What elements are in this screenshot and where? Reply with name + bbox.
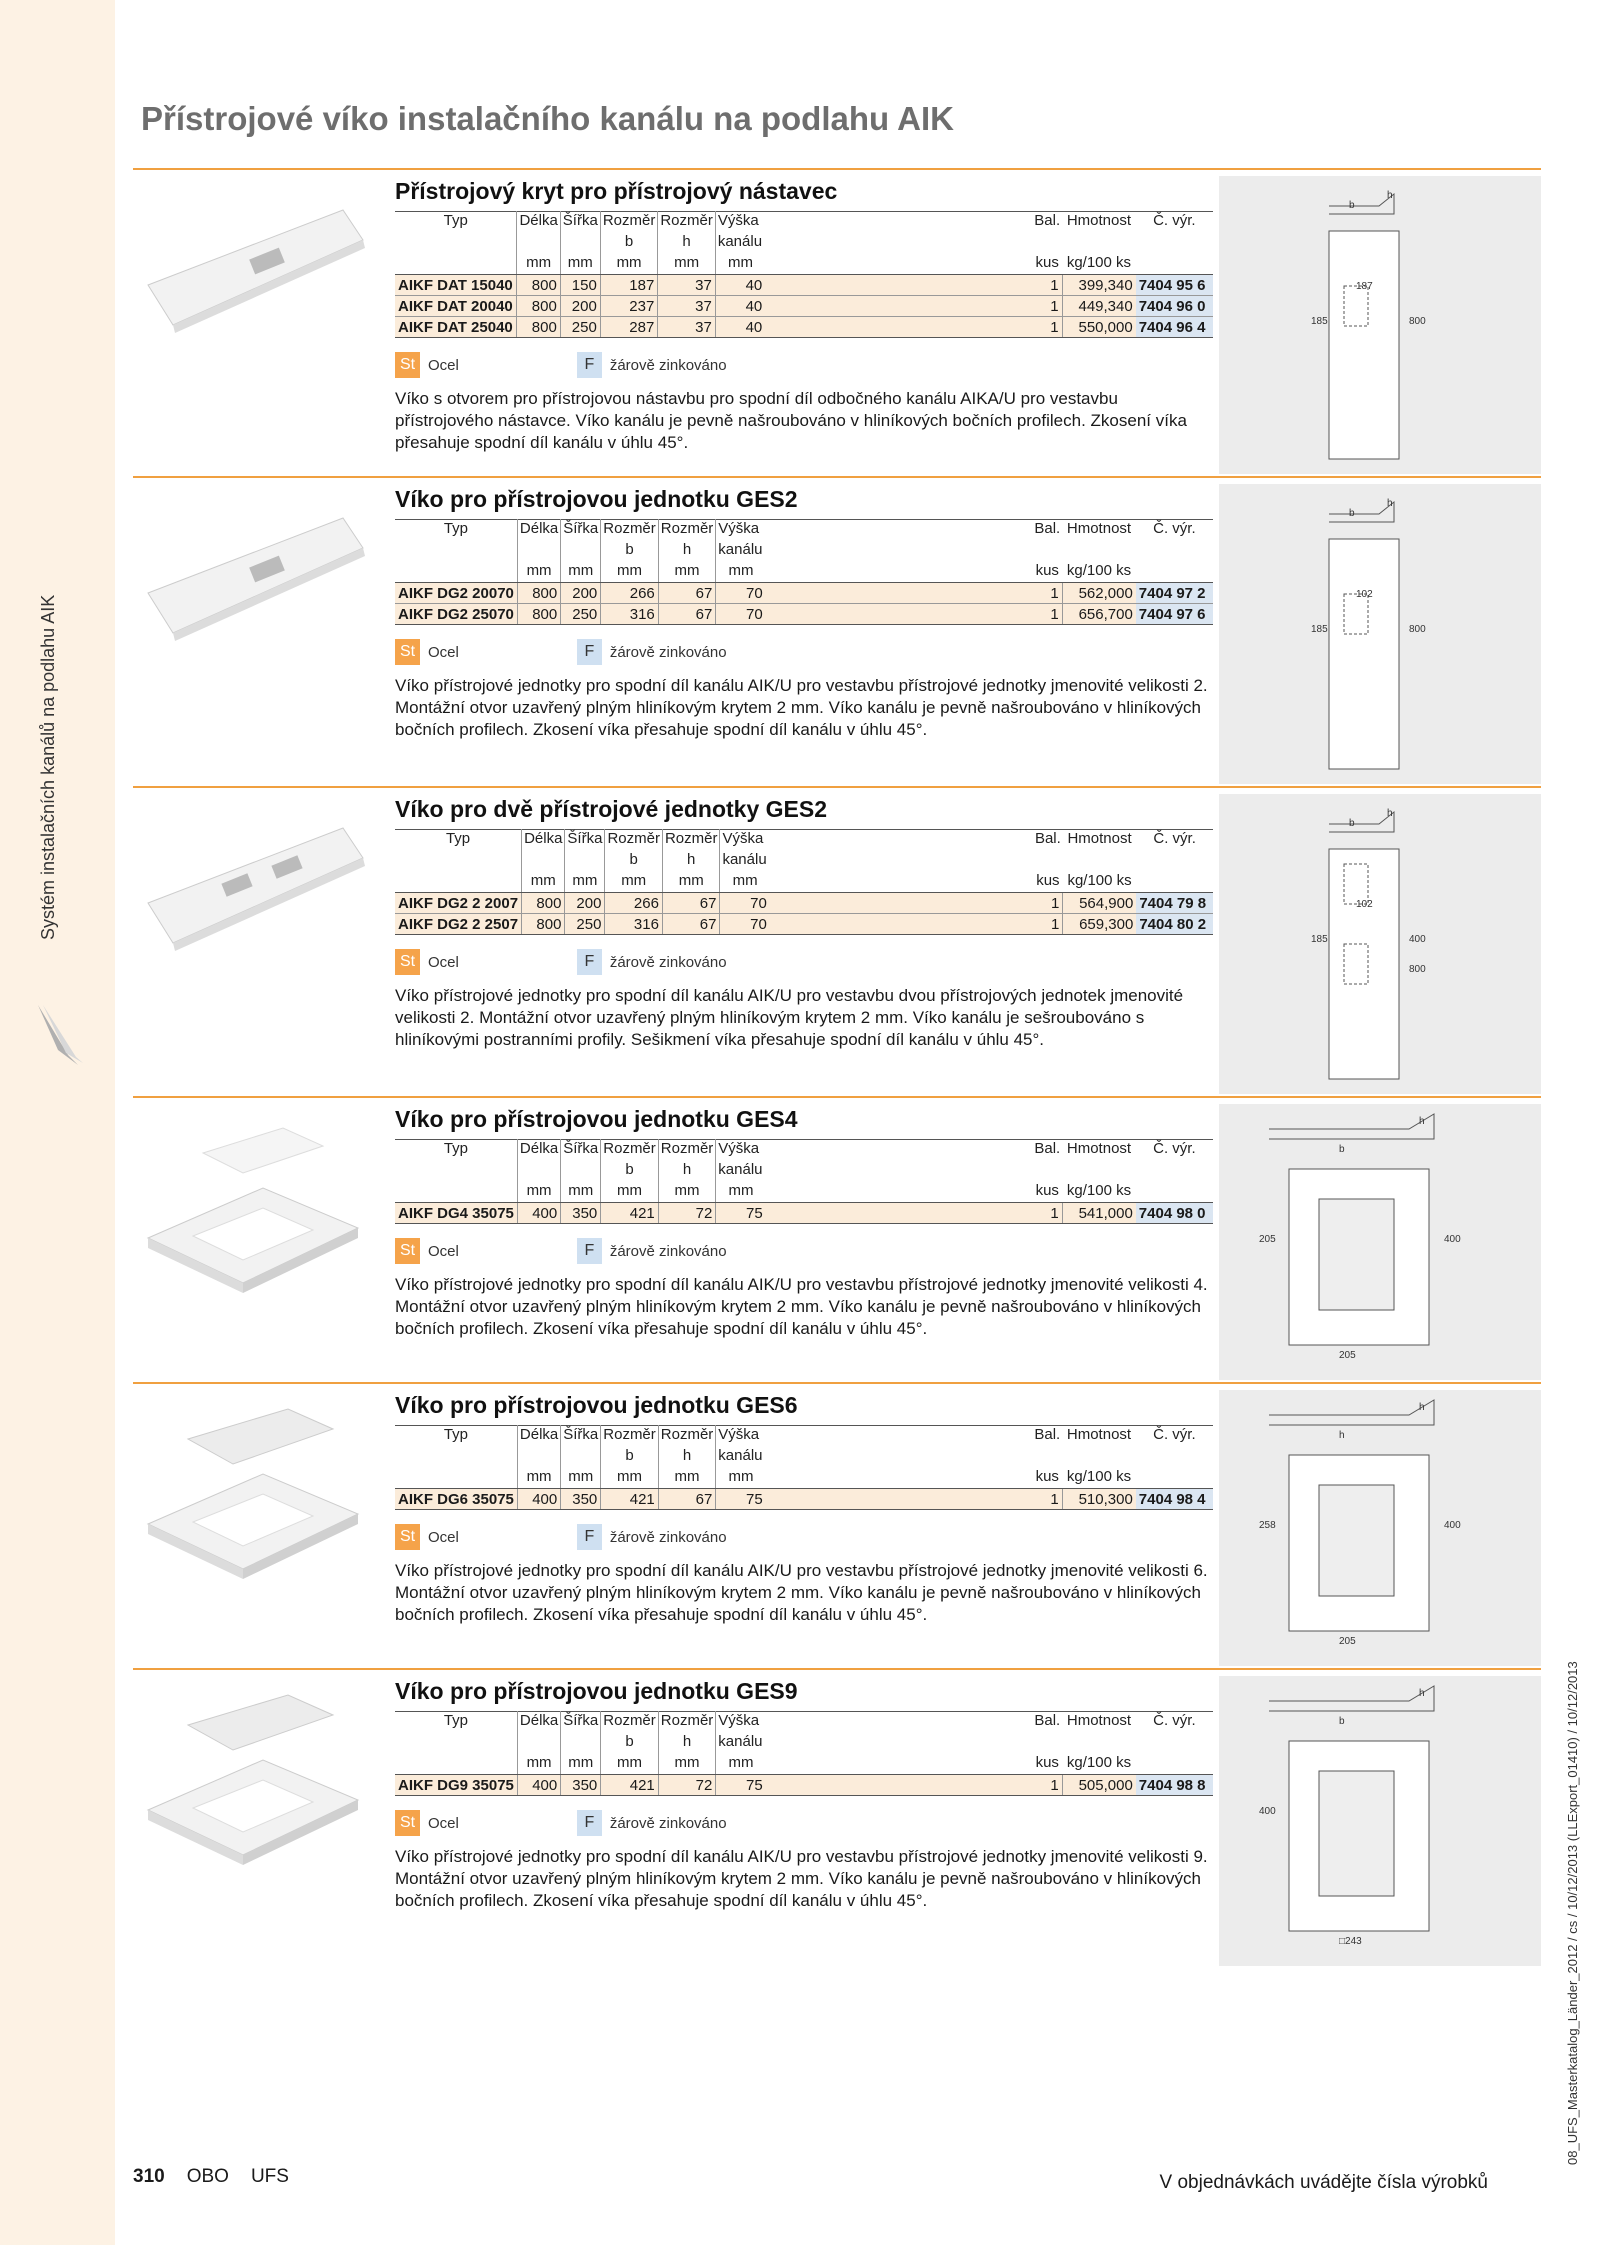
technical-drawing: [1219, 1676, 1541, 1966]
finish-label: žárově zinkováno: [609, 1528, 727, 1546]
drawing-label: h: [1419, 1688, 1425, 1699]
product-photo: [133, 808, 383, 1058]
product-photo: [133, 1118, 383, 1368]
drawing-label: 102: [1356, 899, 1373, 910]
drawing-label: 800: [1409, 964, 1426, 975]
drawing-label: h: [1419, 1116, 1425, 1127]
table-row: AIKF DG9 35075 400 350 421 72 75 1 505,000 7404 98 8: [395, 1775, 1213, 1796]
product-table: Typ Délka Šířka Rozměr Rozměr Výška Bal. Hmotnost Č. výr. b h kanálu mm mm mm mm mm kus kg/100 ks AIKF DG9 35075 400 350 421 72 75 1 505,000 7404 98 8: [395, 1711, 1213, 1796]
drawing-label: □243: [1339, 1936, 1362, 1947]
vertical-note: 08_UFS_Masterkatalog_Länder_2012 / cs / 10/12/2013 (LLExport_01410) / 10/12/2013: [1565, 1661, 1580, 2165]
product-photo: [133, 498, 383, 748]
col-typ: Typ: [445, 830, 471, 847]
drawing-label: 185: [1311, 316, 1328, 327]
series-label: UFS: [250, 2166, 289, 2187]
material-row: [395, 352, 1213, 378]
drawing-label: 205: [1259, 1234, 1276, 1245]
section-content: [395, 478, 1213, 741]
product-table: Typ Délka Šířka Rozměr Rozměr Výška Bal. Hmotnost Č. výr. b h kanálu mm mm mm mm mm kus kg/100 ks AIKF DG4 35075 400 350 421 72 75 1 541,000 7404 98 0: [395, 1139, 1213, 1224]
col-typ: Typ: [443, 212, 468, 229]
table-row: AIKF DG6 35075 400 350 421 67 75 1 510,300 7404 98 4: [395, 1489, 1213, 1510]
table-row: AIKF DG2 2 2007 800 200 266 67 70 1 564,900 7404 79 8: [395, 893, 1213, 914]
product-section: [133, 476, 1541, 786]
material-code-st: St: [395, 1810, 420, 1836]
footer-left: [133, 2166, 311, 2188]
technical-drawing: [1219, 794, 1541, 1094]
finish-code-f: F: [577, 1524, 602, 1550]
section-description: Víko přístrojové jednotky pro spodní díl kanálu AIK/U pro vestavbu přístrojové jednotky jmenovité velikosti 6. Montážní otvor uzavřený plným hliníkovým krytem 2 mm. Víko kanálu je pevně našroubováno v hliníkových bočních profilech. Zkosení víka přesahuje spodní díl kanálu v úhlu 45°.: [395, 1561, 1208, 1624]
finish-code-f: F: [577, 639, 602, 665]
drawing-label: 800: [1409, 624, 1426, 635]
section-description: Víko s otvorem pro přístrojovou nástavbu pro spodní díl odbočného kanálu AIKA/U pro vestavbu přístrojového nástavce. Víko kanálu je pevně našroubováno v hliníkových bočních profilech. Zkosení víka přesahuje spodní díl kanálu v úhlu 45°.: [395, 389, 1187, 452]
finish-code-f: F: [577, 1238, 602, 1264]
technical-drawing: [1219, 176, 1541, 474]
section-content: [395, 1670, 1213, 1912]
product-section: [133, 786, 1541, 1096]
side-title: Systém instalačních kanálů na podlahu AIK: [38, 594, 58, 940]
finish-label: žárově zinkováno: [609, 1242, 727, 1260]
header-row: Typ Délka Šířka Rozměr Rozměr Výška Bal. Hmotnost Č. výr.: [395, 520, 1213, 541]
section-title: Víko pro přístrojovou jednotku GES4: [395, 1106, 798, 1132]
finish-code-f: F: [577, 949, 602, 975]
material-label: Ocel: [428, 1528, 459, 1546]
drawing-label: b: [1339, 1716, 1345, 1727]
finish-code-f: F: [577, 352, 602, 378]
drawing-label: b: [1349, 508, 1355, 519]
material-label: Ocel: [428, 953, 459, 971]
col-typ: Typ: [443, 1140, 469, 1157]
drawing-label: h: [1387, 498, 1393, 509]
product-section: [133, 1382, 1541, 1668]
drawing-label: h: [1387, 808, 1393, 819]
page-title: Přístrojové víko instalačního kanálu na podlahu AIK: [141, 100, 954, 137]
material-label: Ocel: [428, 643, 459, 661]
table-row: AIKF DAT 20040 800 200 237 37 40 1 449,340 7404 96 0: [395, 296, 1213, 317]
technical-drawing: [1219, 1390, 1541, 1666]
finish-label: žárově zinkováno: [609, 1814, 727, 1832]
section-content: [395, 788, 1213, 1051]
material-row: [395, 1524, 1213, 1550]
drawing-label: b: [1339, 1144, 1345, 1155]
finish-label: žárově zinkováno: [609, 643, 727, 661]
brand-label: OBO: [186, 2166, 229, 2187]
material-row: [395, 1238, 1213, 1264]
swoosh-icon: [38, 1005, 88, 1065]
drawing-label: 205: [1339, 1350, 1356, 1361]
product-section: [133, 1096, 1541, 1382]
drawing-label: h: [1339, 1430, 1345, 1441]
col-typ: Typ: [443, 1712, 469, 1729]
material-code-st: St: [395, 352, 420, 378]
section-description: Víko přístrojové jednotky pro spodní díl kanálu AIK/U pro vestavbu přístrojové jednotky jmenovité velikosti 9. Montážní otvor uzavřený plným hliníkovým krytem 2 mm. Víko kanálu je pevně našroubováno v hliníkových bočních profilech. Zkosení víka přesahuje spodní díl kanálu v úhlu 45°.: [395, 1847, 1208, 1910]
finish-label: žárově zinkováno: [609, 356, 727, 374]
table-row: AIKF DG2 20070 800 200 266 67 70 1 562,000 7404 97 2: [395, 583, 1213, 604]
section-content: [395, 1098, 1213, 1340]
header-row: Typ Délka Šířka Rozměr Rozměr Výška Bal. Hmotnost Č. výr.: [395, 1140, 1213, 1161]
product-table: Typ Délka Šířka Rozměr Rozměr Výška Bal. Hmotnost Č. výr. b h kanálu mm mm mm mm mm kus kg/100 ks AIKF DG6 35075 400 350 421 67 75 1 510,300 7404 98 4: [395, 1425, 1213, 1510]
section-title: Víko pro přístrojovou jednotku GES6: [395, 1392, 798, 1418]
material-row: [395, 639, 1213, 665]
section-title: Víko pro přístrojovou jednotku GES2: [395, 486, 798, 512]
technical-drawing: [1219, 1104, 1541, 1380]
drawing-label: 800: [1409, 316, 1426, 327]
drawing-label: 400: [1444, 1234, 1461, 1245]
product-table: Typ Délka Šířka Rozměr Rozměr Výška Bal. Hmotnost Č. výr. b h kanálu mm mm mm mm mm kus kg/100 ks AIKF DG2 20070 800 200 266 67 70 1 562,000 7404 97 2 AIKF DG2 25070 800 250 316 67 70 1 656,700 7404 97 6: [395, 519, 1213, 625]
material-label: Ocel: [428, 1242, 459, 1260]
drawing-label: 258: [1259, 1520, 1276, 1531]
table-row: AIKF DG4 35075 400 350 421 72 75 1 541,000 7404 98 0: [395, 1203, 1213, 1224]
product-section: [133, 168, 1541, 476]
header-row: Typ Délka Šířka Rozměr Rozměr Výška Bal. Hmotnost Č. výr.: [395, 1426, 1213, 1447]
col-typ: Typ: [443, 1426, 469, 1443]
section-title: Víko pro přístrojovou jednotku GES9: [395, 1678, 798, 1704]
header-row: Typ Délka Šířka Rozměr Rozměr Výška Bal. Hmotnost Č. výr.: [395, 830, 1213, 851]
drawing-label: h: [1419, 1402, 1425, 1413]
technical-drawing: [1219, 484, 1541, 784]
drawing-label: 102: [1356, 589, 1373, 600]
product-table: Typ Délka Šířka Rozměr Rozměr Výška Bal. Hmotnost Č. výr. b h kanálu mm mm mm mm mm kus kg/100 ks AIKF DG2 2 2007 800 200 266 67 70 1 564,900 7404 79 8 AIKF DG2 2 2507 800 250 316 67 70 1 659,300 7404 80 2: [395, 829, 1213, 935]
section-title: Víko pro dvě přístrojové jednotky GES2: [395, 796, 828, 822]
material-code-st: St: [395, 1524, 420, 1550]
section-description: Víko přístrojové jednotky pro spodní díl kanálu AIK/U pro vestavbu dvou přístrojových jednotek jmenovité velikosti 2. Montážní otvor uzavřený plným hliníkovým krytem 2 mm. Víko kanálu je sešroubováno s hliníkovými postranními profily. Sešikmení víka přesahuje spodní díl kanálu v úhlu 45°.: [395, 986, 1184, 1049]
material-code-st: St: [395, 949, 420, 975]
product-photo: [133, 1404, 383, 1654]
section-description: Víko přístrojové jednotky pro spodní díl kanálu AIK/U pro vestavbu přístrojové jednotky jmenovité velikosti 4. Montážní otvor uzavřený plným hliníkovým krytem 2 mm. Víko kanálu je pevně našroubováno v hliníkových bočních profilech. Zkosení víka přesahuje spodní díl kanálu v úhlu 45°.: [395, 1275, 1208, 1338]
table-row: AIKF DG2 2 2507 800 250 316 67 70 1 659,300 7404 80 2: [395, 914, 1213, 935]
finish-code-f: F: [577, 1810, 602, 1836]
drawing-label: 400: [1444, 1520, 1461, 1531]
section-content: [395, 170, 1213, 454]
material-label: Ocel: [428, 1814, 459, 1832]
material-row: [395, 1810, 1213, 1836]
product-photo: [133, 1690, 383, 1940]
material-code-st: St: [395, 639, 420, 665]
drawing-label: 400: [1409, 934, 1426, 945]
drawing-label: h: [1387, 190, 1393, 201]
section-description: Víko přístrojové jednotky pro spodní díl kanálu AIK/U pro vestavbu přístrojové jednotky jmenovité velikosti 2. Montážní otvor uzavřený plným hliníkovým krytem 2 mm. Víko kanálu je pevně našroubováno v hliníkových bočních profilech. Zkosení víka přesahuje spodní díl kanálu v úhlu 45°.: [395, 676, 1208, 739]
table-row: AIKF DAT 15040 800 150 187 37 40 1 399,340 7404 95 6: [395, 275, 1213, 296]
table-row: AIKF DAT 25040 800 250 287 37 40 1 550,000 7404 96 4: [395, 317, 1213, 338]
drawing-label: 187: [1356, 281, 1373, 292]
header-row: Typ Délka Šířka Rozměr Rozměr Výška Bal. Hmotnost Č. výr.: [395, 212, 1213, 233]
header-row: Typ Délka Šířka Rozměr Rozměr Výška Bal. Hmotnost Č. výr.: [395, 1712, 1213, 1733]
product-table: Typ Délka Šířka Rozměr Rozměr Výška Bal. Hmotnost Č. výr. b h kanálu mm mm mm mm mm kus kg/100 ks AIKF DAT 15040 800 150 187 37 40 1 399,340 7404 95 6 AIKF DAT 20040 800 200 237 37 40 1 449,340 7404 96 0 AIKF DAT 25040 800 250 287 37 40 1 550,000 7404 96 4: [395, 211, 1213, 338]
drawing-label: b: [1349, 818, 1355, 829]
section-content: [395, 1384, 1213, 1626]
material-row: [395, 949, 1213, 975]
product-section: [133, 1668, 1541, 1968]
drawing-label: 205: [1339, 1636, 1356, 1647]
drawing-label: b: [1349, 200, 1355, 211]
product-photo: [133, 190, 383, 440]
drawing-label: 185: [1311, 624, 1328, 635]
col-typ: Typ: [443, 520, 469, 537]
finish-label: žárově zinkováno: [609, 953, 727, 971]
page-number: 310: [133, 2166, 165, 2187]
side-band: [0, 0, 115, 2245]
material-label: Ocel: [428, 356, 459, 374]
drawing-label: 400: [1259, 1806, 1276, 1817]
section-title: Přístrojový kryt pro přístrojový nástavec: [395, 178, 838, 204]
drawing-label: 185: [1311, 934, 1328, 945]
footer-note: V objednávkách uvádějte čísla výrobků: [1159, 2172, 1488, 2193]
material-code-st: St: [395, 1238, 420, 1264]
table-row: AIKF DG2 25070 800 250 316 67 70 1 656,700 7404 97 6: [395, 604, 1213, 625]
